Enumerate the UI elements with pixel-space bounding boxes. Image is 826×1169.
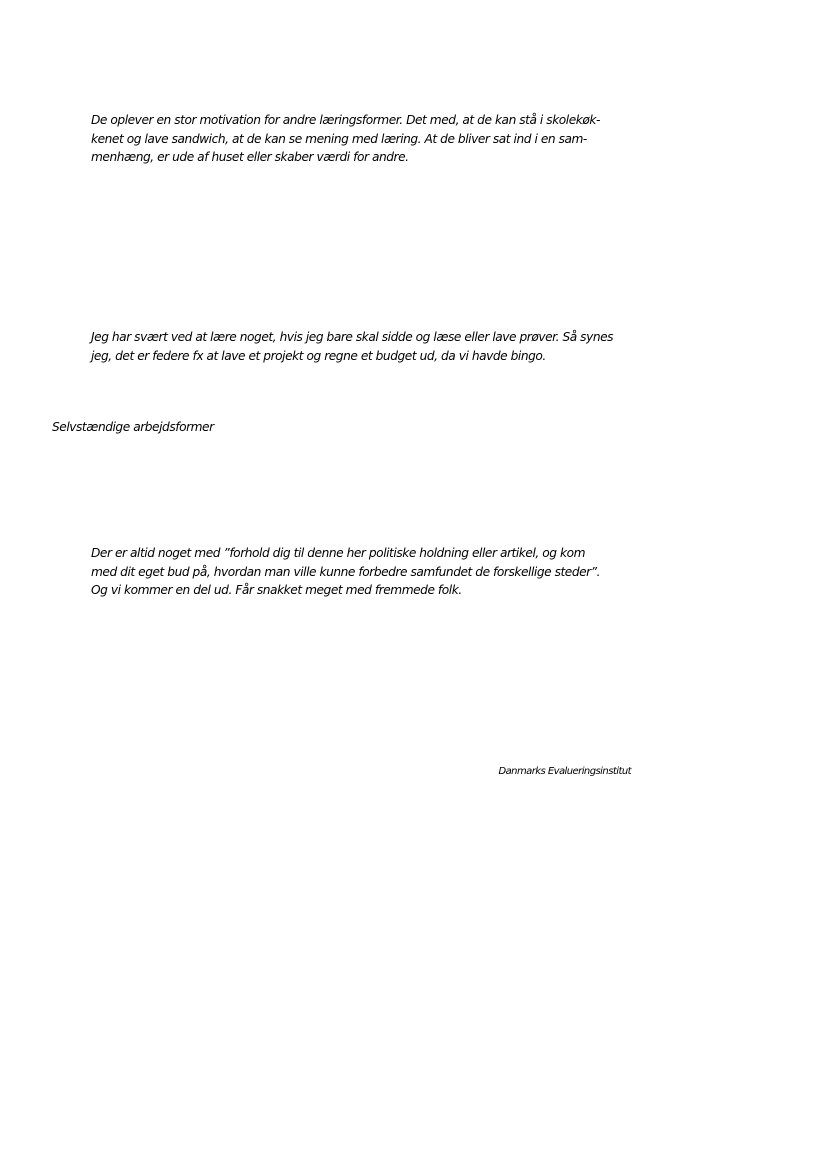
quote-line: Der er altid noget med ”forhold dig til denne her politiske holdning eller artikel, og kom	[91, 546, 585, 560]
quote-line: De oplever en stor motivation for andre læringsformer. Det med, at de kan stå i skolekøk-	[91, 113, 600, 127]
quote-line: jeg, det er federe fx at lave et projekt og regne et budget ud, da vi havde bingo.	[91, 348, 546, 363]
quote-block	[91, 328, 641, 365]
section-heading: Selvstændige arbejdsformer	[52, 420, 214, 434]
footer-publisher: Danmarks Evalueringsinstitut	[498, 766, 631, 777]
quote-line: menhæng, er ude af huset eller skaber værdi for andre.	[91, 150, 409, 164]
quote-block	[91, 111, 641, 167]
quote-line: med dit eget bud på, hvordan man ville kunne forbedre samfundet de forskellige steder”.	[91, 564, 601, 579]
quote-line: kenet og lave sandwich, at de kan se mening med læring. At de bliver sat ind i en sam-	[91, 131, 587, 146]
quote-block	[91, 544, 641, 600]
quote-line: Og vi kommer en del ud. Får snakket meget med fremmede folk.	[91, 583, 462, 597]
quote-line: Jeg har svært ved at lære noget, hvis jeg bare skal sidde og læse eller lave prøver. Så synes	[91, 330, 614, 344]
